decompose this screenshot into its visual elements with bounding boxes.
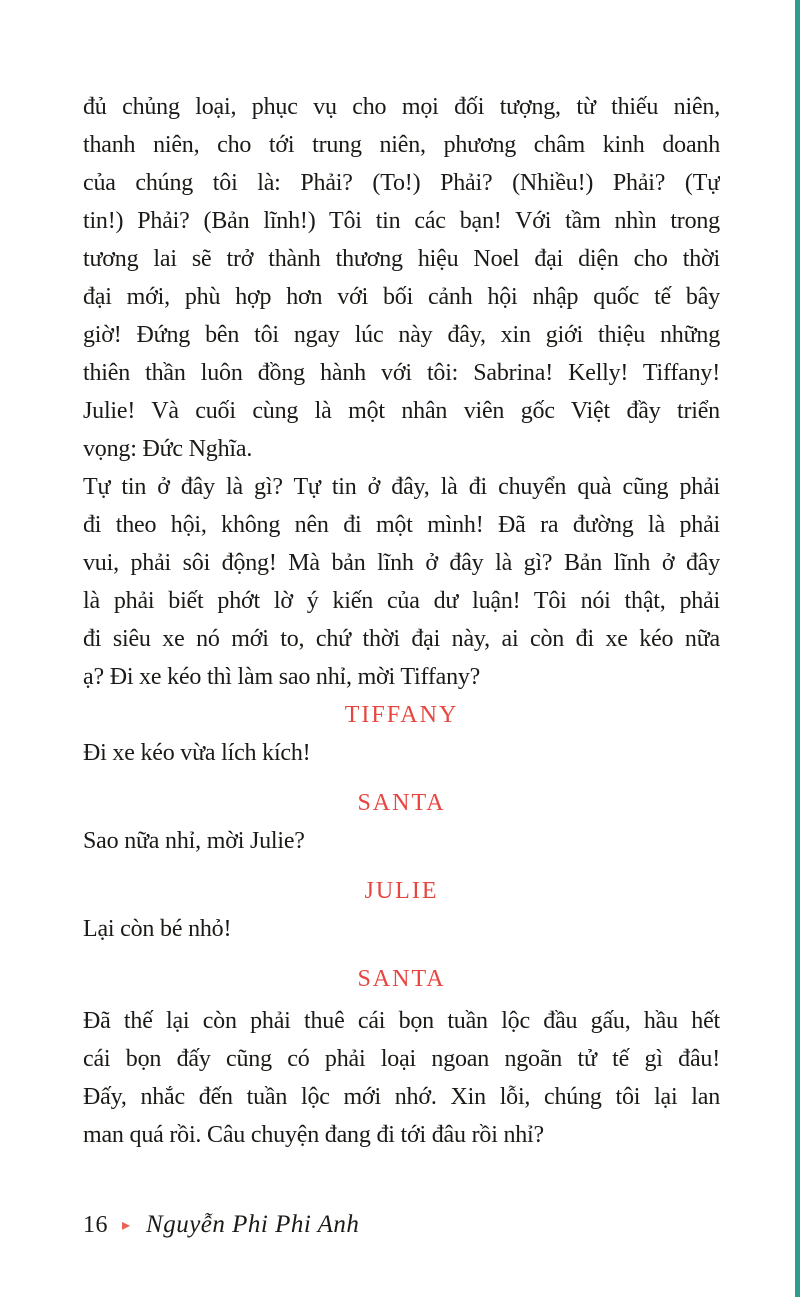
julie-dialogue: Lại còn bé nhỏ! <box>83 916 232 942</box>
text-line: vọng: Đức Nghĩa. <box>83 436 253 462</box>
author-name: Nguyễn Phi Phi Anh <box>146 1211 360 1238</box>
text-line: thanh niên, cho tới trung niên, phương châm kinh doanh <box>83 132 720 158</box>
text-line: là phải biết phớt lờ ý kiến của dư luận! Tôi nói thật, phải <box>83 588 720 614</box>
character-cue-santa-2: SANTA <box>357 966 446 992</box>
text-line: Đấy, nhắc đến tuần lộc mới nhớ. Xin lỗi, chúng tôi lại lan <box>83 1084 720 1110</box>
santa-speech-continued <box>83 88 720 468</box>
text-line: tương lai sẽ trở thành thương hiệu Noel đại diện cho thời <box>83 246 720 272</box>
character-cue-santa: SANTA <box>357 790 446 816</box>
text-line: ạ? Đi xe kéo thì làm sao nhỉ, mời Tiffany? <box>83 664 481 690</box>
character-cue-tiffany: TIFFANY <box>344 702 459 728</box>
triangle-bullet-icon: ▸ <box>122 1217 131 1234</box>
text-line: giờ! Đứng bên tôi ngay lúc này đây, xin giới thiệu những <box>83 322 720 348</box>
santa-dialogue: Sao nữa nhỉ, mời Julie? <box>83 828 305 854</box>
page-text-column <box>83 88 720 1154</box>
text-line: tin!) Phải? (Bản lĩnh!) Tôi tin các bạn! Với tầm nhìn trong <box>83 208 720 234</box>
text-line: man quá rồi. Câu chuyện đang đi tới đâu rồi nhỉ? <box>83 1122 544 1148</box>
text-line: đi siêu xe nó mới to, chứ thời đại này, ai còn đi xe kéo nữa <box>83 626 720 652</box>
character-cue-julie: JULIE <box>364 878 439 904</box>
tiffany-dialogue: Đi xe kéo vừa lích kích! <box>83 740 311 766</box>
text-line: cái bọn đấy cũng có phải loại ngoan ngoãn tử tế gì đâu! <box>83 1046 720 1072</box>
text-line: vui, phải sôi động! Mà bản lĩnh ở đây là gì? Bản lĩnh ở đây <box>83 550 720 576</box>
text-line: của chúng tôi là: Phải? (To!) Phải? (Nhiều!) Phải? (Tự <box>83 170 720 196</box>
text-line: đủ chủng loại, phục vụ cho mọi đối tượng, từ thiếu niên, <box>83 94 720 120</box>
text-line: Đã thế lại còn phải thuê cái bọn tuần lộc đầu gấu, hầu hết <box>83 1008 720 1034</box>
santa-speech-3 <box>83 1002 720 1154</box>
santa-speech-2 <box>83 468 720 696</box>
text-line: Julie! Và cuối cùng là một nhân viên gốc Việt đầy triển <box>83 398 720 424</box>
text-line: đại mới, phù hợp hơn với bối cảnh hội nhập quốc tế bây <box>83 284 720 310</box>
page-number: 16 <box>83 1212 108 1238</box>
page-footer <box>83 1206 720 1247</box>
text-line: đi theo hội, không nên đi một mình! Đã ra đường là phải <box>83 512 720 538</box>
book-edge-bar <box>795 0 800 1297</box>
text-line: thiên thần luôn đồng hành với tôi: Sabrina! Kelly! Tiffany! <box>83 360 720 386</box>
text-line: Tự tin ở đây là gì? Tự tin ở đây, là đi chuyển quà cũng phải <box>83 474 720 500</box>
